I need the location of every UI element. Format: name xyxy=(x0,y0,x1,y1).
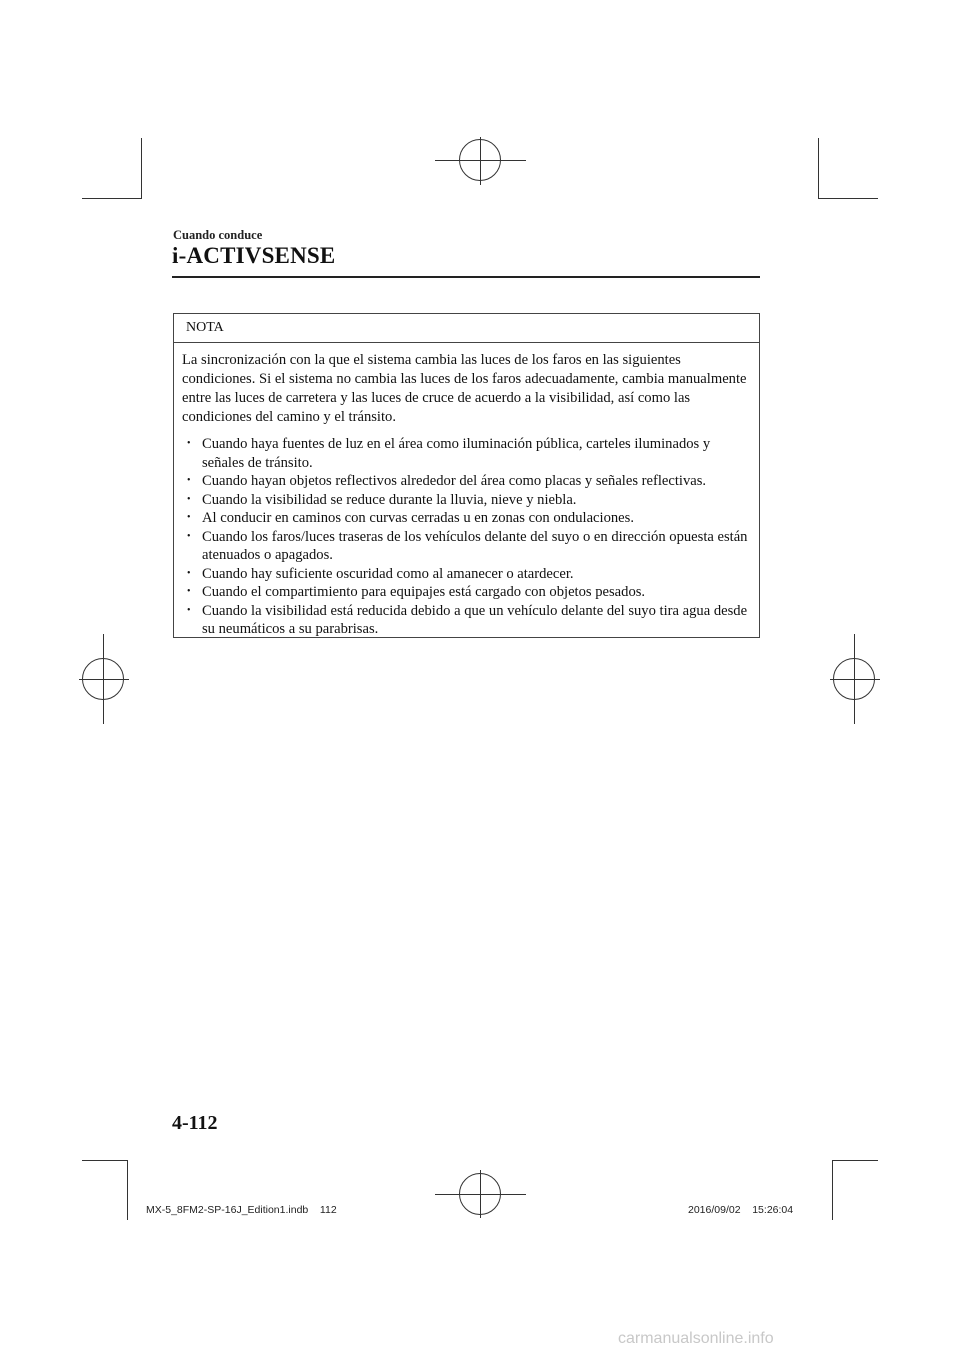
bullet-icon: • xyxy=(187,475,191,486)
list-item-text: Al conducir en caminos con curvas cerradas u en zonas con ondulaciones. xyxy=(202,510,634,526)
list-item-text: Cuando hay suficiente oscuridad como al amanecer o atardecer. xyxy=(202,565,574,582)
page-number: 4-112 xyxy=(172,1112,218,1134)
section-title: i-ACTIVSENSE xyxy=(172,243,336,268)
crop-mark xyxy=(127,1160,128,1220)
list-item-text: Cuando la visibilidad se reduce durante la lluvia, nieve y niebla. xyxy=(202,491,577,508)
title-divider xyxy=(172,276,760,278)
list-item-text: Cuando hayan objetos reflectivos alrededor del área como placas y señales reflectivas. xyxy=(202,473,707,489)
list-item xyxy=(182,472,753,491)
list-item-text: Cuando el compartimiento para equipajes está cargado con objetos pesados. xyxy=(202,584,646,600)
list-item xyxy=(182,602,753,639)
list-item xyxy=(182,435,753,472)
crop-mark xyxy=(818,198,878,199)
bullet-icon: • xyxy=(187,512,191,523)
list-item xyxy=(182,491,753,510)
list-item xyxy=(182,583,753,602)
crop-mark xyxy=(832,1160,878,1161)
crop-mark xyxy=(82,1160,127,1161)
registration-target-icon xyxy=(459,1173,501,1215)
bullet-icon: • xyxy=(187,604,191,616)
print-timestamp: 2016/09/02 15:26:04 xyxy=(688,1204,794,1216)
bullet-icon: • xyxy=(187,530,191,542)
bullet-icon: • xyxy=(187,493,191,505)
list-item-text: Cuando la visibilidad está reducida debido a que un vehículo delante del suyo tira agua desde su neumáticos a su parabrisas. xyxy=(202,602,748,637)
bullet-icon: • xyxy=(187,438,191,449)
list-item-text: Cuando haya fuentes de luz en el área como iluminación pública, carteles iluminados y señales de tránsito. xyxy=(202,436,711,471)
note-intro: La sincronización con la que el sistema cambia las luces de los faros en las siguientes condiciones. Si el sistema no cambia las luces de los faros adecuadamente, cambia manualmente entre las luces de carretera y las luces de cruce de acuerdo a la visibilidad, así como las condiciones del camino y el tránsito. xyxy=(182,352,747,425)
note-list xyxy=(182,435,753,639)
bullet-icon: • xyxy=(187,586,191,597)
list-item xyxy=(182,509,753,528)
list-item-text: Cuando los faros/luces traseras de los vehículos delante del suyo o en dirección opuesta están atenuados o apagados. xyxy=(202,528,748,563)
print-file-info: MX-5_8FM2-SP-16J_Edition1.indb 112 xyxy=(146,1204,337,1216)
list-item xyxy=(182,528,753,565)
crop-mark xyxy=(832,1160,833,1220)
registration-target-icon xyxy=(459,139,501,181)
registration-target-icon xyxy=(833,658,875,700)
registration-target-icon xyxy=(82,658,124,700)
list-item xyxy=(182,565,753,584)
crop-mark xyxy=(82,198,142,199)
bullet-icon: • xyxy=(187,567,191,579)
note-header: NOTA xyxy=(174,314,759,343)
crop-mark xyxy=(818,138,819,198)
note-box xyxy=(173,313,760,638)
watermark: carmanualsonline.info xyxy=(618,1330,774,1347)
crop-mark xyxy=(141,138,142,198)
section-label: Cuando conduce xyxy=(173,228,263,242)
note-body xyxy=(174,343,759,639)
